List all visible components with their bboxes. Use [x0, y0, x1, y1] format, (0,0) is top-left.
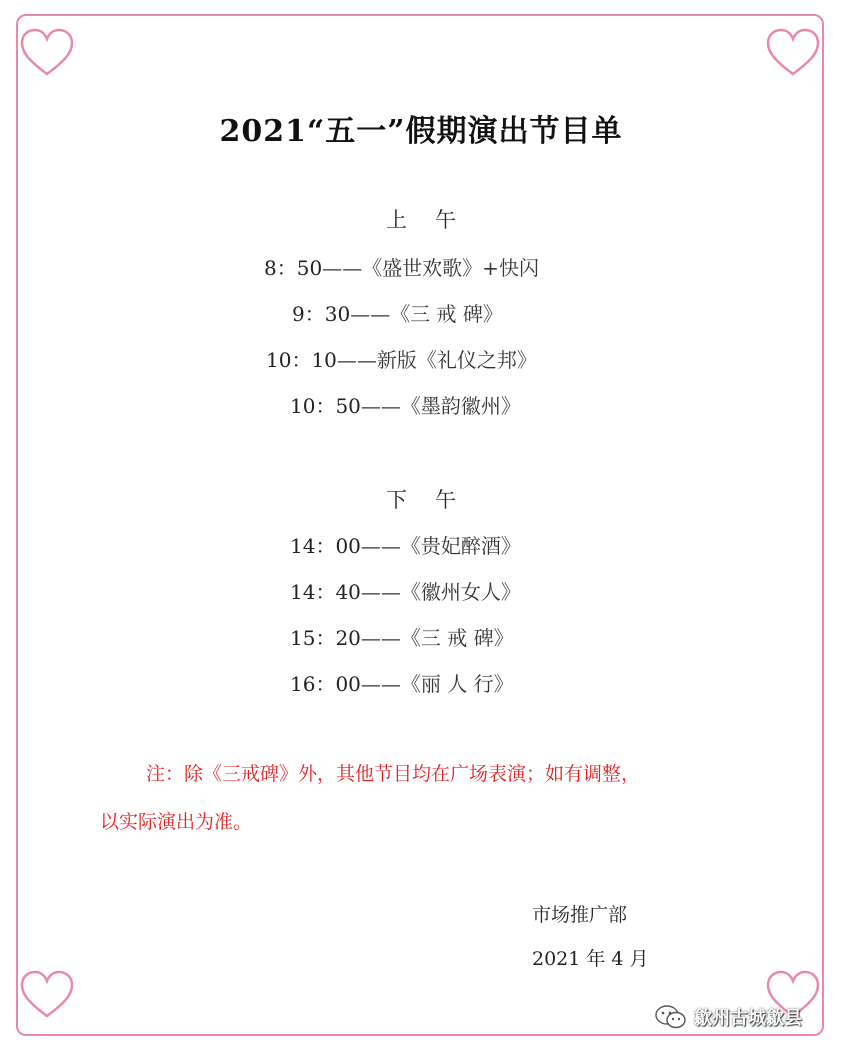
wechat-bubble-icon: [654, 1004, 688, 1030]
program-item-morning-1: [264, 252, 539, 281]
afternoon-heading-char-1: 下: [386, 488, 407, 512]
program-time: 10：10: [266, 348, 337, 372]
program-item-morning-4: [290, 390, 521, 419]
program-item-afternoon-2: [290, 576, 521, 605]
program-title: 《丽 人 行》: [400, 672, 514, 696]
morning-heading-char-2: 午: [435, 208, 456, 232]
program-dash: ——: [336, 348, 377, 372]
note-line-1: [100, 750, 760, 798]
program-item-afternoon-3: [290, 622, 514, 651]
afternoon-heading: [0, 484, 842, 514]
program-title: 新版《礼仪之邦》: [376, 348, 537, 372]
page-title: 2021“五一”假期演出节目单: [219, 114, 623, 149]
watermark: [654, 1002, 824, 1032]
program-item-morning-3: [266, 344, 537, 373]
program-title: 《墨韵徽州》: [400, 394, 521, 418]
department-name: 市场推广部: [532, 904, 628, 926]
morning-heading: [0, 204, 842, 234]
program-time: 9：30: [292, 302, 351, 326]
program-item-afternoon-4: [290, 668, 514, 697]
program-time: 14：40: [290, 580, 361, 604]
program-item-morning-2: [292, 298, 503, 327]
heart-corner-top-left-icon: [18, 24, 76, 82]
program-dash: ——: [322, 256, 363, 280]
program-item-afternoon-1: [290, 530, 521, 559]
afternoon-heading-char-2: 午: [435, 488, 456, 512]
program-title: 《徽州女人》: [400, 580, 521, 604]
program-time: 16：00: [290, 672, 361, 696]
program-dash: ——: [360, 626, 401, 650]
program-time: 14：00: [290, 534, 361, 558]
program-dash: ——: [360, 394, 401, 418]
heart-corner-bottom-left-icon: [18, 966, 76, 1024]
program-title: 《三 戒 碑》: [390, 302, 503, 326]
note-line-2: 以实际演出为准。: [100, 811, 253, 833]
program-dash: ——: [360, 534, 401, 558]
program-time: 15：20: [290, 626, 361, 650]
program-title: 《三 戒 碑》: [400, 626, 514, 650]
note-paragraph: [100, 750, 760, 846]
program-title: 《盛世欢歌》+快闪: [362, 256, 539, 280]
page-border: [16, 14, 824, 1036]
issue-date: 2021 年 4 月: [532, 948, 649, 970]
program-time: 8：50: [264, 256, 323, 280]
note-line-1-text: 注：除《三戒碑》外，其他节目均在广场表演；如有调整，: [146, 763, 641, 785]
heart-corner-top-right-icon: [764, 24, 822, 82]
program-time: 10：50: [290, 394, 361, 418]
program-dash: ——: [360, 672, 401, 696]
program-dash: ——: [350, 302, 391, 326]
program-title: 《贵妃醉酒》: [400, 534, 521, 558]
watermark-text: 歙州古城歙县: [694, 1008, 802, 1029]
morning-heading-char-1: 上: [386, 208, 407, 232]
program-dash: ——: [360, 580, 401, 604]
